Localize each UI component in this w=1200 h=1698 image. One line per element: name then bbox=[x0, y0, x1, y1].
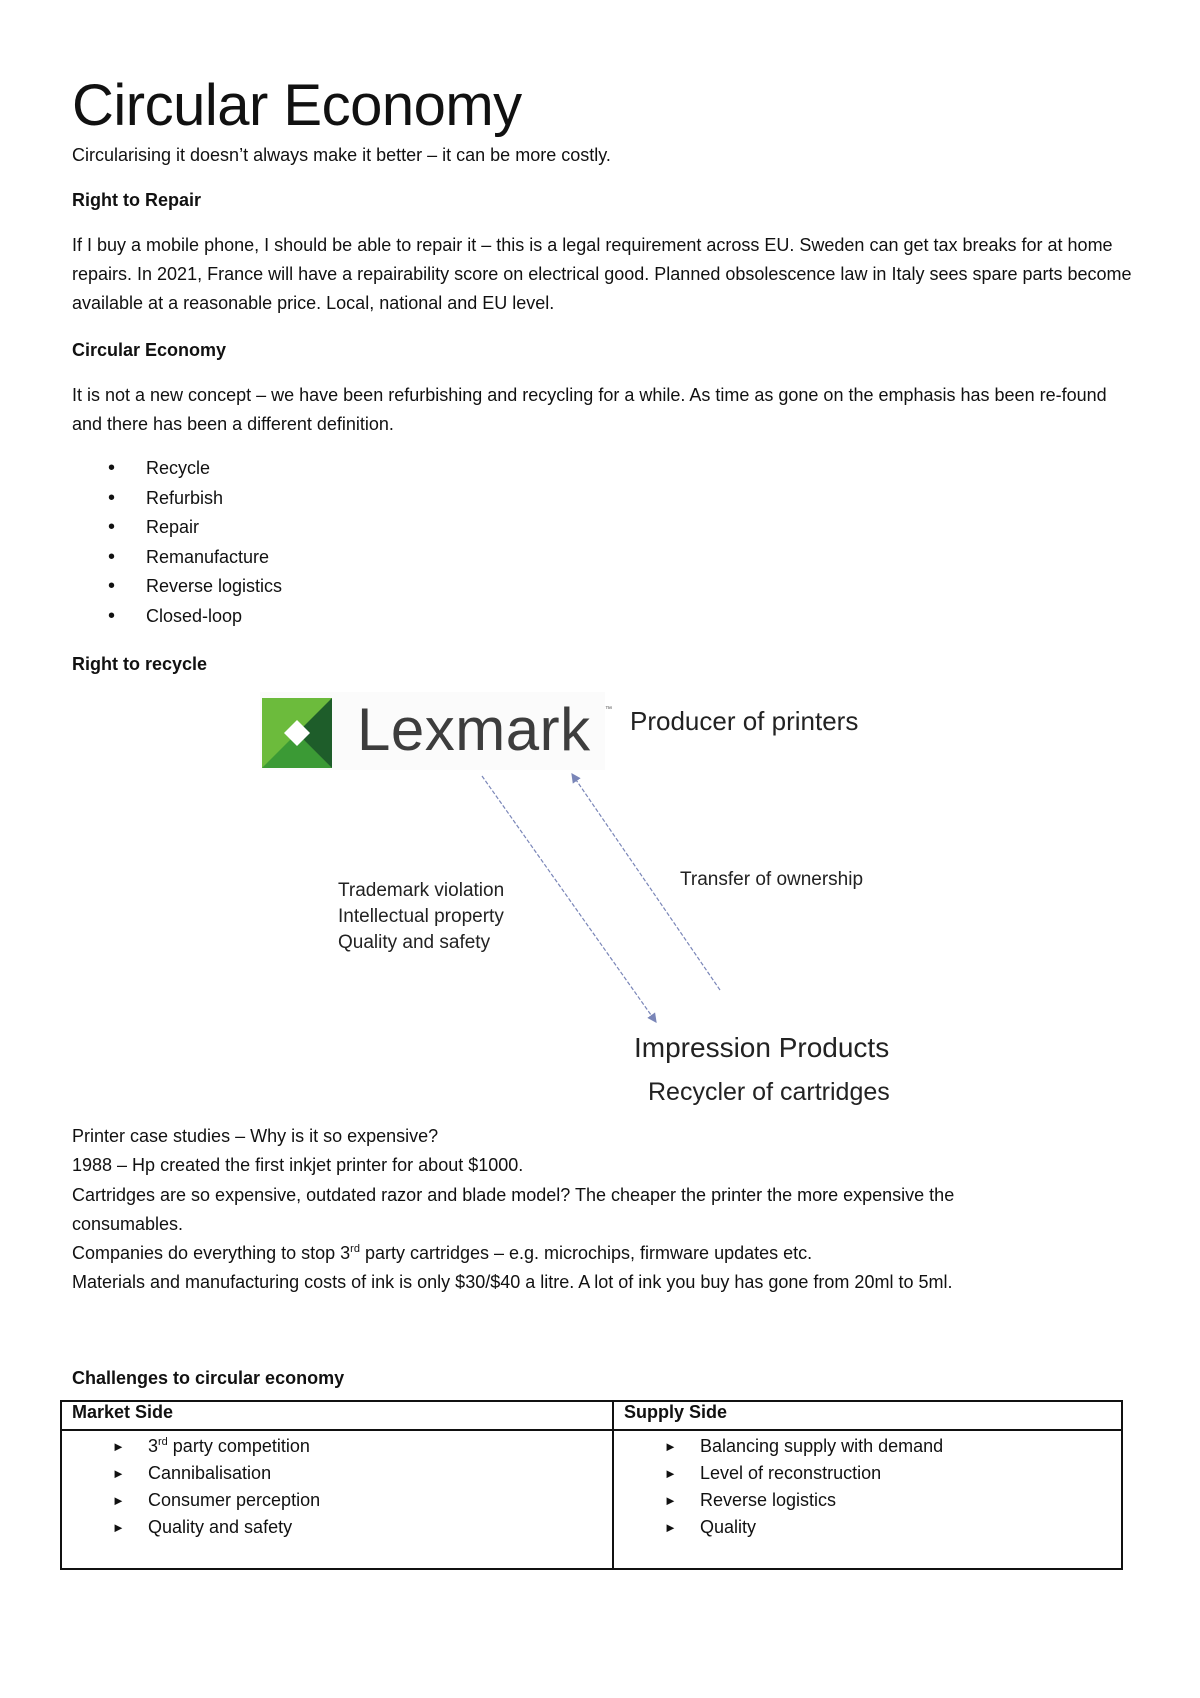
page-title: Circular Economy bbox=[72, 73, 522, 138]
list-item: ► Quality bbox=[624, 1514, 1111, 1541]
item-text: party competition bbox=[167, 1436, 310, 1456]
trademark-symbol: ™ bbox=[605, 706, 612, 713]
case-line: Printer case studies – Why is it so expensive? bbox=[72, 1126, 439, 1146]
item-text: 3 bbox=[148, 1436, 159, 1456]
list-item: • Remanufacture bbox=[72, 543, 282, 573]
list-item: ► Balancing supply with demand bbox=[624, 1433, 1111, 1460]
circular-economy-body: It is not a new concept – we have been refurbishing and recycling for a while. As time as gone on the emphasis has been re-found and there has been a different definition. bbox=[72, 385, 1107, 434]
printer-case-study bbox=[72, 1122, 1137, 1298]
case-line: 1988 – Hp created the first inkjet printer for about $1000. bbox=[72, 1155, 524, 1176]
case-line: Cartridges are so expensive, outdated razor and blade model? The cheaper the printer the more expensive the bbox=[72, 1184, 955, 1205]
list-item: ► Consumer perception bbox=[72, 1487, 602, 1514]
producer-label: Producer of printers bbox=[630, 706, 859, 736]
infringement-arrow bbox=[482, 776, 656, 1022]
reason-item: Trademark violation bbox=[338, 880, 505, 901]
ordinal-suffix: rd bbox=[158, 1436, 168, 1448]
case-line: consumables. bbox=[72, 1213, 184, 1234]
impression-products-label: Impression Products bbox=[634, 1032, 890, 1063]
case-text: Companies do everything to stop 3 bbox=[72, 1243, 351, 1264]
challenges-heading: Challenges to circular economy bbox=[72, 1368, 345, 1388]
recycler-label: Recycler of cartridges bbox=[648, 1078, 890, 1106]
list-item: ► Level of reconstruction bbox=[624, 1460, 1111, 1487]
recycle-diagram bbox=[250, 692, 950, 1122]
list-item: • Repair bbox=[72, 513, 282, 543]
case-line: Materials and manufacturing costs of ink is only $30/$40 a litre. A lot of ink you buy has gone from 20ml to 5ml. bbox=[72, 1272, 953, 1293]
list-item bbox=[72, 1433, 602, 1460]
supply-side-header: Supply Side bbox=[613, 1401, 1122, 1430]
intro-text: Circularising it doesn’t always make it better – it can be more costly. bbox=[72, 145, 611, 165]
reason-item: Quality and safety bbox=[338, 932, 491, 953]
list-item: • Reverse logistics bbox=[72, 572, 282, 602]
list-item: ► Reverse logistics bbox=[624, 1487, 1111, 1514]
right-to-recycle-heading: Right to recycle bbox=[72, 654, 208, 674]
right-to-repair-heading: Right to Repair bbox=[72, 190, 201, 210]
market-side-cell bbox=[61, 1430, 613, 1569]
list-item: • Closed-loop bbox=[72, 602, 282, 632]
case-text: party cartridges – e.g. microchips, firmware updates etc. bbox=[359, 1243, 813, 1264]
circular-economy-heading: Circular Economy bbox=[72, 340, 227, 360]
list-item: • Recycle bbox=[72, 454, 282, 484]
ordinal-suffix: rd bbox=[350, 1243, 360, 1256]
right-to-repair-body: If I buy a mobile phone, I should be able to repair it – this is a legal requirement across EU. Sweden can get tax breaks for at home repairs. In 2021, France will have a repairability score on electrical good. Planned obsolescence law in Italy sees spare parts become available at a reasonable price. Local, national and EU level. bbox=[72, 235, 1132, 313]
challenges-table bbox=[60, 1400, 1123, 1570]
supply-side-cell bbox=[613, 1430, 1122, 1569]
reason-item: Intellectual property bbox=[338, 906, 504, 927]
list-item: ► Quality and safety bbox=[72, 1514, 602, 1541]
transfer-label: Transfer of ownership bbox=[680, 869, 864, 890]
list-item: • Refurbish bbox=[72, 484, 282, 514]
reasons-label bbox=[338, 878, 504, 956]
circular-economy-list bbox=[72, 454, 282, 631]
lexmark-wordmark: Lexmark bbox=[357, 696, 591, 763]
list-item: ► Cannibalisation bbox=[72, 1460, 602, 1487]
case-line bbox=[72, 1239, 1137, 1268]
market-side-header: Market Side bbox=[61, 1401, 613, 1430]
